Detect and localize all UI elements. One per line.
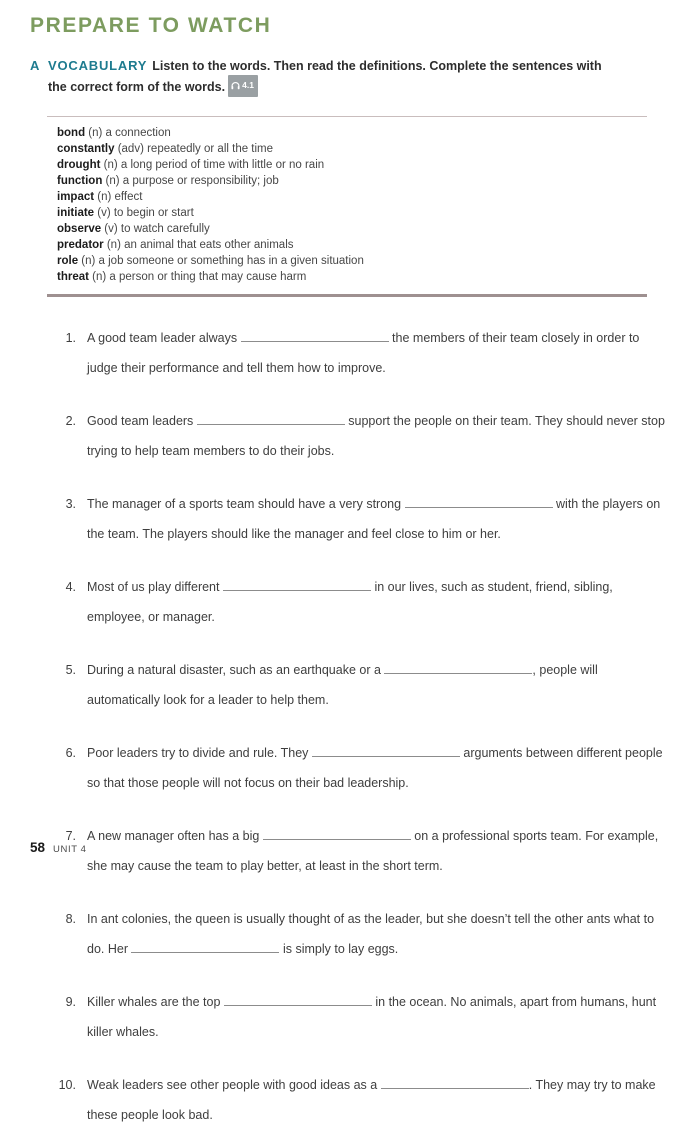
fill-in-blank <box>131 941 279 953</box>
vocab-definition: (n) a purpose or responsibility; job <box>102 175 279 187</box>
sentence-after-blank: in our lives, such as student, friend, sibling, employee, or manager. <box>87 580 613 624</box>
vocab-entry <box>57 189 647 205</box>
item-sentence <box>87 821 667 881</box>
item-sentence <box>87 655 667 715</box>
vocab-entry <box>57 237 647 253</box>
headphones-icon <box>231 81 240 90</box>
audio-track-badge <box>228 75 258 97</box>
item-number: 2. <box>65 414 76 428</box>
exercise-item <box>46 489 667 549</box>
exercise-item <box>46 323 667 383</box>
vocab-term: threat <box>57 271 89 283</box>
item-sentence <box>87 323 667 383</box>
item-sentence <box>87 489 667 549</box>
item-sentence <box>87 738 667 798</box>
vocab-entry <box>57 253 647 269</box>
exercise-item <box>46 821 667 881</box>
vocab-term: role <box>57 255 79 267</box>
sentence-after-blank: , people will automatically look for a leader to help them. <box>87 663 598 707</box>
section-letter: A <box>30 58 41 73</box>
exercise-item <box>46 572 667 632</box>
sentence-before-blank: Poor leaders try to divide and rule. They <box>87 746 309 760</box>
audio-track-number: 4.1 <box>242 80 254 90</box>
vocab-term: drought <box>57 159 101 171</box>
vocab-term: function <box>57 175 103 187</box>
section-instructions <box>48 56 616 98</box>
vocab-entry <box>57 125 647 141</box>
sentence-before-blank: A new manager often has a big <box>87 829 260 843</box>
fill-in-blank <box>197 413 345 425</box>
vocab-term: bond <box>57 127 86 139</box>
instructions-text: Listen to the words. Then read the definitions. Complete the sentences with the correct form of the words. <box>48 59 602 94</box>
vocab-entry <box>57 221 647 237</box>
sentence-after-blank: on a professional sports team. For example, she may cause the team to play better, at least in the short term. <box>87 829 659 873</box>
vocab-definition: (adv) repeatedly or all the time <box>114 143 274 155</box>
page-footer <box>30 840 87 855</box>
vocabulary-box <box>47 116 647 297</box>
vocab-entry <box>57 269 647 285</box>
exercise-item <box>46 987 667 1047</box>
vocab-definition: (v) to watch carefully <box>101 223 210 235</box>
item-number: 3. <box>65 497 76 511</box>
sentence-after-blank: in the ocean. No animals, apart from humans, hunt killer whales. <box>87 995 657 1039</box>
item-sentence <box>87 904 667 964</box>
vocab-definition: (n) effect <box>94 191 143 203</box>
vocab-term: predator <box>57 239 104 251</box>
page-number: 58 <box>30 840 46 855</box>
sentence-before-blank: A good team leader always <box>87 331 238 345</box>
vocab-definition: (n) a connection <box>85 127 171 139</box>
section-header <box>30 56 667 98</box>
sentence-before-blank: During a natural disaster, such as an earthquake or a <box>87 663 381 677</box>
vocab-definition: (n) a person or thing that may cause harm <box>88 271 307 283</box>
fill-in-blank <box>384 662 532 674</box>
exercise-item <box>46 406 667 466</box>
item-sentence <box>87 406 667 466</box>
sentence-before-blank: Weak leaders see other people with good ideas as a <box>87 1078 378 1092</box>
vocab-entry <box>57 173 647 189</box>
sentence-before-blank: Good team leaders <box>87 414 194 428</box>
fill-in-blank <box>223 579 371 591</box>
vocab-entry <box>57 157 647 173</box>
page-title: PREPARE TO WATCH <box>30 14 272 37</box>
item-number: 1. <box>65 331 76 345</box>
item-number: 6. <box>65 746 76 760</box>
sentence-after-blank: is simply to lay eggs. <box>279 942 399 956</box>
sentence-after-blank: support the people on their team. They should never stop trying to help team members to do their jobs. <box>87 414 665 458</box>
vocab-definition: (n) a long period of time with little or no rain <box>100 159 325 171</box>
fill-in-blank <box>224 994 372 1006</box>
exercise-list <box>46 323 667 1130</box>
item-number: 9. <box>65 995 76 1009</box>
vocab-entry <box>57 205 647 221</box>
sentence-before-blank: The manager of a sports team should have a very strong <box>87 497 402 511</box>
vocab-term: initiate <box>57 207 95 219</box>
item-sentence <box>87 1070 667 1130</box>
vocab-term: observe <box>57 223 102 235</box>
item-number: 5. <box>65 663 76 677</box>
item-sentence <box>87 572 667 632</box>
sentence-after-blank: the members of their team closely in order to judge their performance and tell them how to improve. <box>87 331 640 375</box>
item-number: 10. <box>58 1078 76 1092</box>
unit-label: UNIT 4 <box>53 844 87 855</box>
sentence-before-blank: Killer whales are the top <box>87 995 221 1009</box>
vocab-term: impact <box>57 191 95 203</box>
item-number: 4. <box>65 580 76 594</box>
item-number: 7. <box>65 829 76 843</box>
vocab-term: constantly <box>57 143 115 155</box>
vocab-definition: (v) to begin or start <box>94 207 194 219</box>
sentence-after-blank: . They may try to make these people look bad. <box>87 1078 656 1122</box>
item-sentence <box>87 987 667 1047</box>
sentence-before-blank: Most of us play different <box>87 580 220 594</box>
fill-in-blank <box>405 496 553 508</box>
exercise-item <box>46 655 667 715</box>
sentence-after-blank: arguments between different people so that those people will not focus on their bad leadership. <box>87 746 663 790</box>
sentence-before-blank: In ant colonies, the queen is usually thought of as the leader, but she doesn’t tell the other ants what to do. Her <box>87 912 655 956</box>
item-number: 8. <box>65 912 76 926</box>
section-heading: VOCABULARY <box>48 58 148 73</box>
exercise-item <box>46 738 667 798</box>
fill-in-blank <box>241 330 389 342</box>
fill-in-blank <box>263 828 411 840</box>
exercise-item <box>46 904 667 964</box>
fill-in-blank <box>381 1077 529 1089</box>
vocab-definition: (n) an animal that eats other animals <box>103 239 294 251</box>
fill-in-blank <box>312 745 460 757</box>
vocab-entry <box>57 141 647 157</box>
sentence-after-blank: with the players on the team. The players should like the manager and feel close to him or her. <box>87 497 661 541</box>
vocab-definition: (n) a job someone or something has in a given situation <box>78 255 364 267</box>
exercise-item <box>46 1070 667 1130</box>
